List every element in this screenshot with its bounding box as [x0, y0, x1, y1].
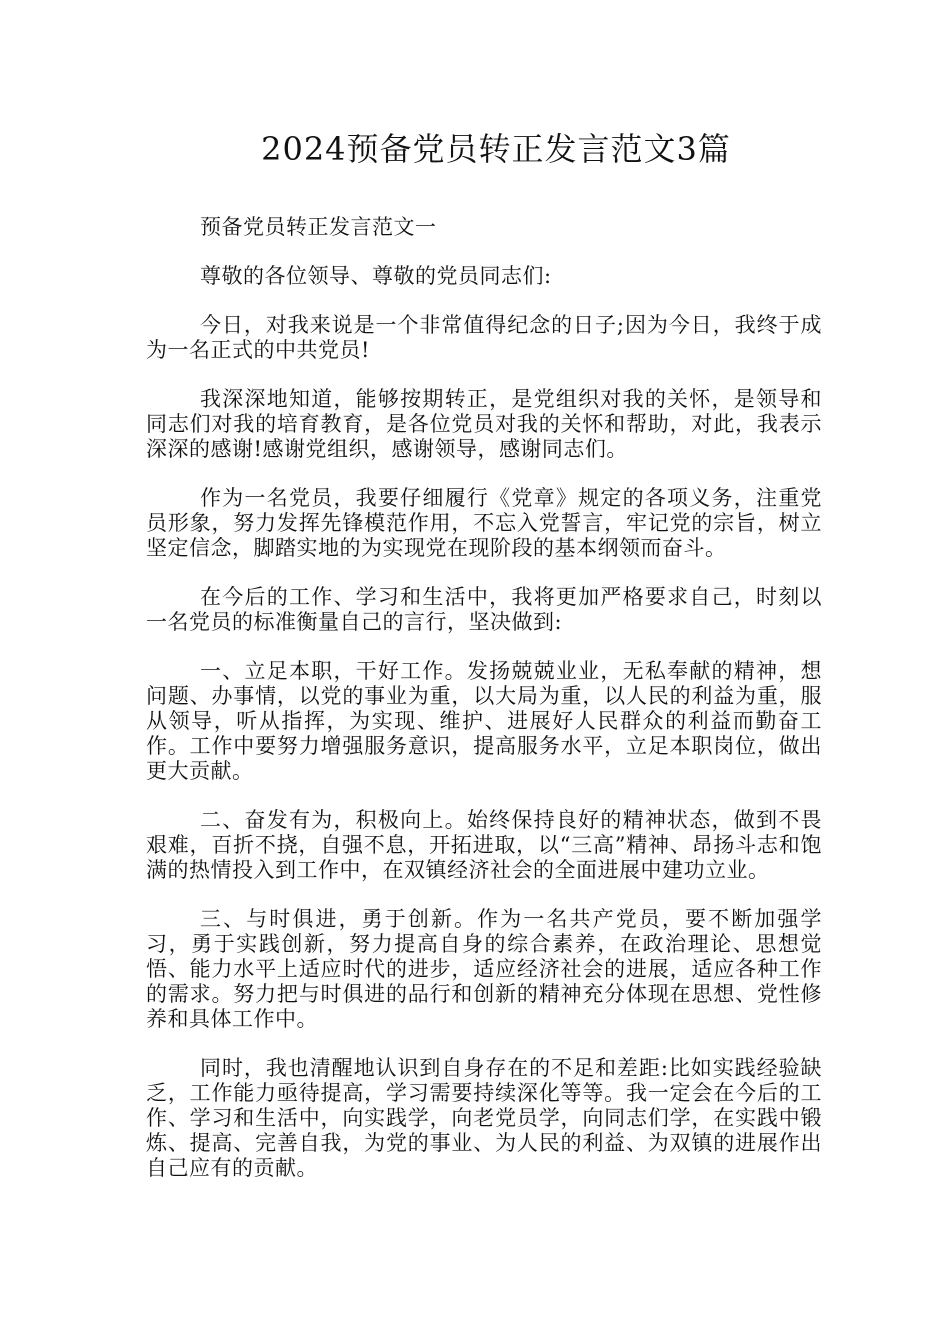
pledge-item-2: 二、奋发有为，积极向上。始终保持良好的精神状态，做到不畏艰难，百折不挠，自强不息，开拓进取，以“三高”精神、昂扬斗志和饱满的热情投入到工作中，在双镇经济社会的全面进展中建功立业。	[146, 808, 822, 882]
body-paragraph: 今日，对我来说是一个非常值得纪念的日子;因为今日，我终于成为一名正式的中共党员!	[146, 313, 822, 362]
section-heading: 预备党员转正发言范文一	[200, 215, 437, 239]
pledge-item-3: 三、与时俱进，勇于创新。作为一名共产党员，要不断加强学习，勇于实践创新，努力提高自身的综合素养，在政治理论、思想觉悟、能力水平上适应时代的进步，适应经济社会的进展，适应各种工作的需求。努力把与时俱进的品行和创新的精神充分体现在思想、党性修养和具体工作中。	[146, 907, 822, 1031]
document-title: 2024预备党员转正发言范文3篇	[261, 130, 731, 168]
body-paragraph: 我深深地知道，能够按期转正，是党组织对我的关怀，是领导和同志们对我的培育教育，是各位党员对我的关怀和帮助，对此，我表示深深的感谢!感谢党组织，感谢领导，感谢同志们。	[146, 387, 822, 461]
body-paragraph: 在今后的工作、学习和生活中，我将更加严格要求自己，时刻以一名党员的标准衡量自己的言行，坚决做到:	[146, 585, 822, 634]
salutation: 尊敬的各位领导、尊敬的党员同志们:	[200, 264, 552, 288]
body-paragraph: 同时，我也清醒地认识到自身存在的不足和差距:比如实践经验缺乏，工作能力亟待提高，学习需要持续深化等等。我一定会在今后的工作、学习和生活中，向实践学，向老党员学，向同志们学，在实践中锻炼、提高、完善自我，为党的事业、为人民的利益、为双镇的进展作出自己应有的贡献。	[146, 1056, 822, 1180]
body-paragraph: 作为一名党员，我要仔细履行《党章》规定的各项义务，注重党员形象，努力发挥先锋模范作用，不忘入党誓言，牢记党的宗旨，树立坚定信念，脚踏实地的为实现党在现阶段的基本纲领而奋斗。	[146, 486, 822, 560]
pledge-item-1: 一、立足本职，干好工作。发扬兢兢业业，无私奉献的精神，想问题、办事情，以党的事业为重，以大局为重，以人民的利益为重，服从领导，听从指挥，为实现、维护、进展好人民群众的利益而勤奋工作。工作中要努力增强服务意识，提高服务水平，立足本职岗位，做出更大贡献。	[146, 659, 822, 783]
